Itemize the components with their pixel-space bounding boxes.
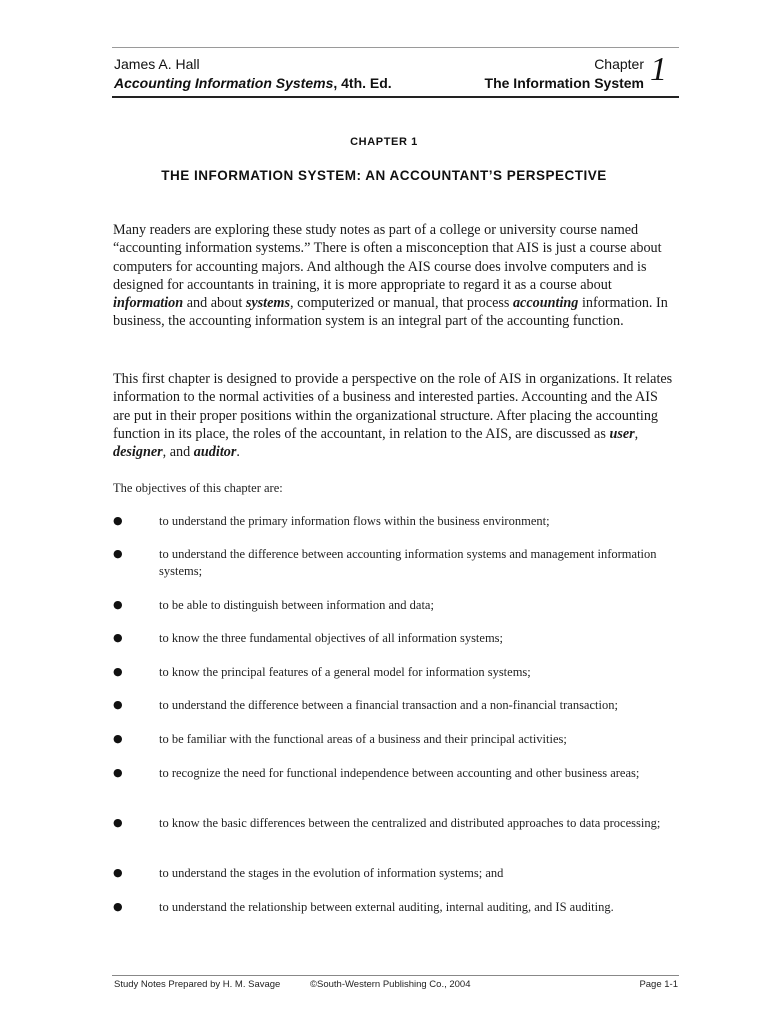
footer-rule <box>112 975 679 976</box>
objective-text: to know the principal features of a general model for information systems; <box>159 665 531 679</box>
bullet-icon: ● <box>113 514 123 527</box>
objective-text: to understand the stages in the evolution of information systems; and <box>159 866 504 880</box>
paragraph-text: and about <box>183 295 246 312</box>
bullet-icon: ● <box>113 698 123 711</box>
objective-text: to understand the primary information flows within the business environment; <box>159 514 550 528</box>
objective-text: to be able to distinguish between information and data; <box>159 598 434 612</box>
paragraph-text: , <box>634 425 639 442</box>
bullet-icon: ● <box>113 816 123 829</box>
chapter-heading: THE INFORMATION SYSTEM: AN ACCOUNTANT’S PERSPECTIVE <box>161 168 607 183</box>
objective-text: to understand the relationship between external auditing, internal auditing, and IS auditing. <box>159 900 614 914</box>
header-chapter-number: 1 <box>650 51 667 88</box>
emphasis-systems: systems <box>245 295 290 312</box>
paragraph-text: This first chapter is designed to provide a perspective on the role of AIS in organizations. It relates information to the normal activities of a business and interested parties. Accounting and the AIS are put in their proper positions within the organizational structure. After placing the accounting function in its place, the roles of the accountant, in relation to the AIS, are discussed as <box>113 371 673 442</box>
header-edition: , 4th. Ed. <box>333 75 392 91</box>
bullet-icon: ● <box>113 598 123 611</box>
objectives-intro: The objectives of this chapter are: <box>113 481 283 495</box>
footer-credit: Study Notes Prepared by H. M. Savage <box>114 979 281 990</box>
emphasis-accounting: accounting <box>512 295 579 312</box>
bullet-icon: ● <box>113 665 123 678</box>
paragraph-text: Many readers are exploring these study notes as part of a college or university course named “accounting information systems.” There is often a misconception that AIS is just a course about computers for accounting majors. And although the AIS course does involve computers and is designed for accountants in training, it is more appropriate to regard it as a course about <box>113 222 662 293</box>
bullet-icon: ● <box>113 732 123 745</box>
emphasis-user: user <box>609 425 635 442</box>
header-book-title: Accounting Information Systems <box>114 75 334 91</box>
emphasis-auditor: auditor <box>193 444 237 461</box>
objective-text: to be familiar with the functional areas of a business and their principal activities; <box>159 732 567 746</box>
bullet-icon: ● <box>113 900 123 913</box>
paragraph-text: , computerized or manual, that process <box>289 295 513 312</box>
bullet-icon: ● <box>113 866 123 879</box>
bullet-icon: ● <box>113 547 123 560</box>
header-chapter-title: The Information System <box>484 75 644 91</box>
objective-text: to understand the difference between accounting information systems and management information systems; <box>159 547 657 578</box>
objective-text: to recognize the need for functional independence between accounting and other business areas; <box>159 766 640 780</box>
footer-page-number: Page 1-1 <box>639 979 678 990</box>
objective-text: to understand the difference between a financial transaction and a non-financial transaction; <box>159 698 618 712</box>
paragraph-text: information. In business, the accounting information system is an integral part of the accounting function. <box>113 295 668 330</box>
emphasis-designer: designer <box>113 444 163 461</box>
bullet-icon: ● <box>113 631 123 644</box>
paragraph-text: , and <box>162 444 194 461</box>
bullet-icon: ● <box>113 766 123 779</box>
header-author: James A. Hall <box>114 56 200 72</box>
objective-text: to know the three fundamental objectives of all information systems; <box>159 631 504 645</box>
objective-text: to know the basic differences between the centralized and distributed approaches to data processing; <box>159 816 661 830</box>
emphasis-information: information <box>113 295 184 312</box>
header-chapter-label: Chapter <box>594 56 644 72</box>
paragraph-text: . <box>236 444 240 461</box>
chapter-label: CHAPTER 1 <box>350 136 418 148</box>
footer-copyright: ©South-Western Publishing Co., 2004 <box>310 979 471 990</box>
